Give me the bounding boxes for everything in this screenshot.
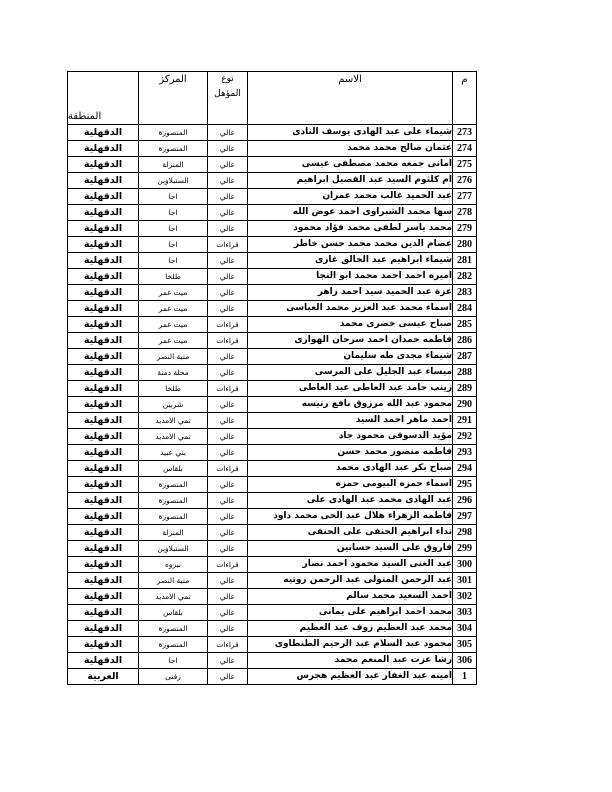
qualification-cell: عالي xyxy=(208,301,248,317)
table-row xyxy=(68,637,477,653)
qualification-cell: قراءات xyxy=(208,333,248,349)
qualification-cell: عالي xyxy=(208,157,248,173)
number-cell: 293 xyxy=(453,445,477,461)
center-cell: زفتى xyxy=(139,669,208,685)
center-cell: طلخا xyxy=(139,381,208,397)
table-row xyxy=(68,397,477,413)
number-cell: 274 xyxy=(453,141,477,157)
center-cell: المنصورة xyxy=(139,637,208,653)
number-cell: 302 xyxy=(453,589,477,605)
number-cell: 295 xyxy=(453,477,477,493)
table-row xyxy=(68,413,477,429)
center-cell: محلة دمنة xyxy=(139,365,208,381)
region-cell: الدقهلية xyxy=(68,589,139,605)
center-cell: شربين xyxy=(139,397,208,413)
name-cell: شيماء ابراهيم عبد الخالق غازى xyxy=(248,253,453,269)
qualification-cell: عالي xyxy=(208,285,248,301)
center-cell: تمي الامديد xyxy=(139,413,208,429)
table-row xyxy=(68,285,477,301)
table-row xyxy=(68,621,477,637)
table-row xyxy=(68,365,477,381)
name-cell: شيماء على عبد الهادى يوسف النادى xyxy=(248,125,453,141)
region-cell: الدقهلية xyxy=(68,381,139,397)
region-cell: الدقهلية xyxy=(68,221,139,237)
center-cell: ميت غمر xyxy=(139,301,208,317)
name-cell: امينه عبد الغفار عبد العظيم هجرس xyxy=(248,669,453,685)
qualification-cell: قراءات xyxy=(208,381,248,397)
qualification-cell: عالي xyxy=(208,173,248,189)
header-number: م xyxy=(453,72,477,125)
qualification-cell: عالي xyxy=(208,493,248,509)
table-row xyxy=(68,173,477,189)
qualification-cell: عالي xyxy=(208,541,248,557)
center-cell: منية النصر xyxy=(139,573,208,589)
name-cell: رشا عزت عبد المنعم محمد xyxy=(248,653,453,669)
region-cell: الدقهلية xyxy=(68,237,139,253)
region-cell: الدقهلية xyxy=(68,365,139,381)
region-cell: الدقهلية xyxy=(68,477,139,493)
center-cell: المنصورة xyxy=(139,493,208,509)
name-cell: عبد الهادى محمد عبد الهادى على xyxy=(248,493,453,509)
table-row xyxy=(68,509,477,525)
number-cell: 299 xyxy=(453,541,477,557)
header-row xyxy=(68,72,477,125)
qualification-cell: عالي xyxy=(208,397,248,413)
name-cell: عثمان صالح محمد محمد xyxy=(248,141,453,157)
center-cell: بلقاس xyxy=(139,461,208,477)
region-cell: الدقهلية xyxy=(68,509,139,525)
name-cell: مؤيد الدسوقى محمود جاد xyxy=(248,429,453,445)
roster-table xyxy=(67,71,477,685)
center-cell: المنصورة xyxy=(139,509,208,525)
qualification-cell: عالي xyxy=(208,669,248,685)
region-cell: الدقهلية xyxy=(68,173,139,189)
region-cell: الدقهلية xyxy=(68,141,139,157)
number-cell: 283 xyxy=(453,285,477,301)
table-row xyxy=(68,653,477,669)
center-cell: نبروه xyxy=(139,557,208,573)
name-cell: محمد ياسر لطفى محمد فؤاد محمود xyxy=(248,221,453,237)
name-cell: فاطمه حمدان احمد سرحان الهوارى xyxy=(248,333,453,349)
name-cell: امانى جمعه محمد مصطفى عيسى xyxy=(248,157,453,173)
region-cell: الدقهلية xyxy=(68,125,139,141)
header-center: المركز xyxy=(139,72,208,125)
name-cell: شيماء مجدى طه سليمان xyxy=(248,349,453,365)
qualification-cell: عالي xyxy=(208,205,248,221)
region-cell: الدقهلية xyxy=(68,493,139,509)
table-row xyxy=(68,477,477,493)
name-cell: عبد الرحمن المتولى عبد الرحمن زوتيه xyxy=(248,573,453,589)
qualification-cell: عالي xyxy=(208,221,248,237)
region-cell: الدقهلية xyxy=(68,349,139,365)
table-row xyxy=(68,221,477,237)
name-cell: فاطمه الزهراء هلال عبد الحى محمد داود xyxy=(248,509,453,525)
table-row xyxy=(68,237,477,253)
center-cell: بلقاس xyxy=(139,605,208,621)
name-cell: صباح عيسى خضرى محمد xyxy=(248,317,453,333)
number-cell: 275 xyxy=(453,157,477,173)
center-cell: اجا xyxy=(139,205,208,221)
table-row xyxy=(68,493,477,509)
center-cell: ميت غمر xyxy=(139,285,208,301)
center-cell: ميت غمر xyxy=(139,333,208,349)
qualification-cell: قراءات xyxy=(208,317,248,333)
number-cell: 289 xyxy=(453,381,477,397)
qualification-cell: عالي xyxy=(208,269,248,285)
name-cell: اميره احمد احمد محمد ابو النجا xyxy=(248,269,453,285)
header-region: المنطقة xyxy=(68,72,139,125)
name-cell: احمد ماهر احمد السيد xyxy=(248,413,453,429)
region-cell: الغربية xyxy=(68,669,139,685)
table-row xyxy=(68,349,477,365)
name-cell: زينب حامد عبد العاطى عبد العاطى xyxy=(248,381,453,397)
number-cell: 291 xyxy=(453,413,477,429)
region-cell: الدقهلية xyxy=(68,413,139,429)
name-cell: نداء ابراهيم الحنفى على الحنفى xyxy=(248,525,453,541)
table-row xyxy=(68,141,477,157)
region-cell: الدقهلية xyxy=(68,205,139,221)
number-cell: 306 xyxy=(453,653,477,669)
center-cell: ميت غمر xyxy=(139,317,208,333)
qualification-cell: قراءات xyxy=(208,461,248,477)
number-cell: 277 xyxy=(453,189,477,205)
name-cell: ميساء عبد الجليل على المرسى xyxy=(248,365,453,381)
name-cell: عزة عبد الحميد سيد احمد زاهر xyxy=(248,285,453,301)
region-cell: الدقهلية xyxy=(68,285,139,301)
region-cell: الدقهلية xyxy=(68,269,139,285)
number-cell: 285 xyxy=(453,317,477,333)
center-cell: بني عبيد xyxy=(139,445,208,461)
number-cell: 296 xyxy=(453,493,477,509)
table-row xyxy=(68,333,477,349)
number-cell: 276 xyxy=(453,173,477,189)
table-row xyxy=(68,541,477,557)
table-row xyxy=(68,125,477,141)
table-row xyxy=(68,445,477,461)
region-cell: الدقهلية xyxy=(68,189,139,205)
name-cell: ام كلثوم السيد عبد الفضيل ابراهيم xyxy=(248,173,453,189)
region-cell: الدقهلية xyxy=(68,605,139,621)
table-row xyxy=(68,589,477,605)
center-cell: اجا xyxy=(139,253,208,269)
name-cell: محمود عبد السلام عبد الرحيم الطنطاوى xyxy=(248,637,453,653)
center-cell: المنزلة xyxy=(139,157,208,173)
qualification-cell: عالي xyxy=(208,125,248,141)
qualification-cell: عالي xyxy=(208,445,248,461)
number-cell: 286 xyxy=(453,333,477,349)
center-cell: منية النصر xyxy=(139,349,208,365)
region-cell: الدقهلية xyxy=(68,253,139,269)
name-cell: سها محمد الشبراوى احمد عوض الله xyxy=(248,205,453,221)
number-cell: 280 xyxy=(453,237,477,253)
region-cell: الدقهلية xyxy=(68,637,139,653)
center-cell: تمي الامديد xyxy=(139,429,208,445)
center-cell: المنصورة xyxy=(139,125,208,141)
qualification-cell: عالي xyxy=(208,429,248,445)
table-row xyxy=(68,269,477,285)
center-cell: المنزلة xyxy=(139,525,208,541)
qualification-cell: عالي xyxy=(208,605,248,621)
region-cell: الدقهلية xyxy=(68,445,139,461)
table-body xyxy=(68,125,477,685)
center-cell: اجا xyxy=(139,189,208,205)
region-cell: الدقهلية xyxy=(68,621,139,637)
name-cell: اسماء حمزه البيومى حمزه xyxy=(248,477,453,493)
name-cell: محمد عبد العظيم زوف عبد العظيم xyxy=(248,621,453,637)
number-cell: 290 xyxy=(453,397,477,413)
header-qualification-line2: المؤهل xyxy=(214,89,241,99)
qualification-cell: قراءات xyxy=(208,557,248,573)
qualification-cell: قراءات xyxy=(208,637,248,653)
number-cell: 273 xyxy=(453,125,477,141)
qualification-cell: عالي xyxy=(208,141,248,157)
qualification-cell: عالي xyxy=(208,573,248,589)
name-cell: فاروق على السيد حسانين xyxy=(248,541,453,557)
center-cell: طلخا xyxy=(139,269,208,285)
table-row xyxy=(68,205,477,221)
center-cell: المنصورة xyxy=(139,141,208,157)
qualification-cell: عالي xyxy=(208,589,248,605)
table-row xyxy=(68,573,477,589)
region-cell: الدقهلية xyxy=(68,653,139,669)
qualification-cell: عالي xyxy=(208,253,248,269)
qualification-cell: عالي xyxy=(208,189,248,205)
table-row xyxy=(68,157,477,173)
center-cell: اجا xyxy=(139,653,208,669)
name-cell: فاطمه منصور محمد حسن xyxy=(248,445,453,461)
region-cell: الدقهلية xyxy=(68,333,139,349)
number-cell: 294 xyxy=(453,461,477,477)
number-cell: 304 xyxy=(453,621,477,637)
table-row xyxy=(68,669,477,685)
number-cell: 282 xyxy=(453,269,477,285)
qualification-cell: عالي xyxy=(208,365,248,381)
region-cell: الدقهلية xyxy=(68,573,139,589)
center-cell: تمي الامديد xyxy=(139,589,208,605)
number-cell: 284 xyxy=(453,301,477,317)
center-cell: المنصورة xyxy=(139,621,208,637)
name-cell: عبد الحميد غالب محمد عمران xyxy=(248,189,453,205)
table-row xyxy=(68,429,477,445)
region-cell: الدقهلية xyxy=(68,397,139,413)
region-cell: الدقهلية xyxy=(68,429,139,445)
region-cell: الدقهلية xyxy=(68,317,139,333)
name-cell: صباح بكر عبد الهادى محمد xyxy=(248,461,453,477)
number-cell: 279 xyxy=(453,221,477,237)
region-cell: الدقهلية xyxy=(68,557,139,573)
qualification-cell: عالي xyxy=(208,349,248,365)
number-cell: 288 xyxy=(453,365,477,381)
header-qualification xyxy=(208,72,248,125)
number-cell: 281 xyxy=(453,253,477,269)
table-row xyxy=(68,605,477,621)
name-cell: احمد السعيد محمد سالم xyxy=(248,589,453,605)
region-cell: الدقهلية xyxy=(68,541,139,557)
name-cell: اسماء محمد عبد العزيز محمد العباسى xyxy=(248,301,453,317)
table-row xyxy=(68,253,477,269)
qualification-cell: عالي xyxy=(208,653,248,669)
center-cell: المنصورة xyxy=(139,477,208,493)
table-row xyxy=(68,525,477,541)
qualification-cell: عالي xyxy=(208,525,248,541)
number-cell: 292 xyxy=(453,429,477,445)
qualification-cell: عالي xyxy=(208,413,248,429)
number-cell: 301 xyxy=(453,573,477,589)
header-qualification-line1: نوع xyxy=(221,74,234,84)
number-cell: 278 xyxy=(453,205,477,221)
center-cell: السنبلاوين xyxy=(139,541,208,557)
table-row xyxy=(68,461,477,477)
name-cell: محمد احمد ابراهيم على يمانى xyxy=(248,605,453,621)
center-cell: السنبلاوين xyxy=(139,173,208,189)
center-cell: اجا xyxy=(139,237,208,253)
number-cell: 297 xyxy=(453,509,477,525)
number-cell: 298 xyxy=(453,525,477,541)
region-cell: الدقهلية xyxy=(68,461,139,477)
number-cell: 287 xyxy=(453,349,477,365)
header-name: الاسم xyxy=(248,72,453,125)
region-cell: الدقهلية xyxy=(68,525,139,541)
qualification-cell: قراءات xyxy=(208,237,248,253)
number-cell: 305 xyxy=(453,637,477,653)
table-row xyxy=(68,301,477,317)
name-cell: عصام الدين محمد محمد حسن خاطر xyxy=(248,237,453,253)
qualification-cell: عالي xyxy=(208,621,248,637)
region-cell: الدقهلية xyxy=(68,157,139,173)
qualification-cell: عالي xyxy=(208,477,248,493)
table-row xyxy=(68,189,477,205)
number-cell: 303 xyxy=(453,605,477,621)
number-cell: 1 xyxy=(453,669,477,685)
number-cell: 300 xyxy=(453,557,477,573)
table-row xyxy=(68,317,477,333)
region-cell: الدقهلية xyxy=(68,301,139,317)
table-row xyxy=(68,381,477,397)
name-cell: عبد الغنى السيد محمود احمد نصار xyxy=(248,557,453,573)
qualification-cell: عالي xyxy=(208,509,248,525)
center-cell: اجا xyxy=(139,221,208,237)
name-cell: محمود عبد الله مرزوق نافع رنيسه xyxy=(248,397,453,413)
table-row xyxy=(68,557,477,573)
